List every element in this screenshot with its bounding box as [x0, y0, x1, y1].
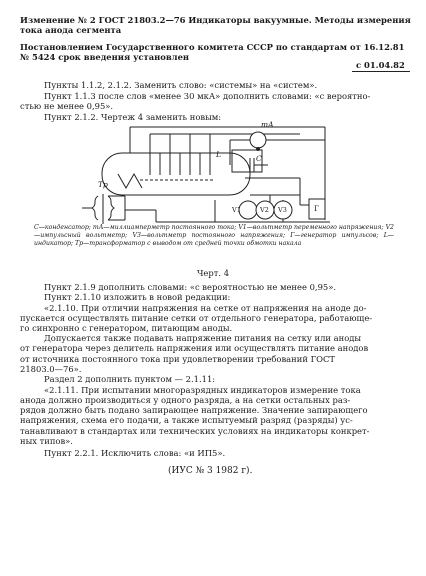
label-tp: Tp [98, 180, 108, 189]
body-line-13: рядов должно быть подано запирающее напряжение. Значение запирающего [20, 405, 368, 415]
label-v3: V3 [278, 206, 287, 214]
body-line-3: «2.1.10. При отличии напряжения на сетке от напряжения на аноде до- [44, 303, 367, 313]
decree-line-2: № 5424 срок введения установлен [20, 52, 190, 62]
body-line-15: танавливают в стандартах или технических условиях на индикаторы конкрет- [20, 426, 370, 436]
voltmeter-v1-symbol [239, 201, 257, 219]
body-line-8: от источника постоянного тока при удовлетворении требований ГОСТ [20, 354, 335, 364]
body-line-16: ных типов». [20, 436, 73, 446]
milliammeter-symbol [250, 132, 266, 148]
body-line-17: Пункт 2.2.1. Исключить слова: «и ИП5». [44, 448, 226, 458]
body-line-1: Пункт 2.1.9 дополнить словами: «с вероятностью не менее 0,95». [44, 282, 337, 292]
body-line-2: Пункт 2.1.10 изложить в новой редакции: [44, 292, 231, 302]
amendment-title: Изменение № 2 ГОСТ 21803.2—76 Индикаторы вакуумные. Методы измерения [20, 15, 411, 25]
effective-date: с 01.04.82 [356, 60, 405, 70]
amendment-title-cont: тока анода сегмента [20, 25, 122, 35]
body-line-12: анода должно производиться у одного разряда, а на сетки остальных раз- [20, 395, 351, 405]
body-line-9: 21803.0—76». [20, 364, 82, 374]
footer-reference: (ИУС № 3 1982 г). [168, 466, 253, 476]
label-v1: V1 [232, 206, 241, 214]
decree-line-1: Постановлением Государственного комитета СССР по стандартам от 16.12.81 [20, 42, 405, 52]
body-line-14: напряжения, схема его подачи, а также испытуемый разряд (разряды) ус- [20, 415, 353, 425]
body-line-11: «2.1.11. При испытании многоразрядных индикаторов измерение тока [44, 385, 361, 395]
label-ma: mA [261, 120, 274, 129]
label-generator: Г [314, 204, 319, 213]
body-line-6: Допускается также подавать напряжение питания на сетку или аноды [44, 333, 362, 343]
body-line-5: го синхронно с генератором, питающим аноды. [20, 323, 233, 333]
body-line-4: пускается осуществлять питание сетки от отдельного генератора, работающе- [20, 313, 373, 323]
para-1: Пункты 1.1.2, 2.1.2. Заменить слово: «системы» на «систем». [44, 80, 318, 90]
para-2-line-1: Пункт 1.1.3 после слов «менее 30 мкА» дополнить словами: «с вероятно- [44, 91, 371, 101]
figure-title: Черт. 4 [196, 268, 230, 278]
label-l: L [216, 150, 221, 159]
figure-caption: С—конденсатор; mА—миллиамперметр постоянного тока; V1—вольтметр переменного напряжения; V2—импульсный вольтметр; V3—вольтметр постоянного напряжения; Г—генератор импульсов; L—индикатор; Tp—трансформатор с выводом от средней точки обмотки накала [34, 224, 394, 247]
label-v2: V2 [260, 206, 269, 214]
body-line-10: Раздел 2 дополнить пунктом — 2.1.11: [44, 374, 216, 384]
para-2-line-2: стью не менее 0,95». [20, 101, 114, 111]
para-3: Пункт 2.1.2. Чертеж 4 заменить новым: [44, 112, 222, 122]
indicator-tube [102, 153, 250, 195]
body-line-7: от генератора через делитель напряжения или осуществлять питание анодов [20, 343, 369, 353]
label-c: C [256, 154, 262, 163]
